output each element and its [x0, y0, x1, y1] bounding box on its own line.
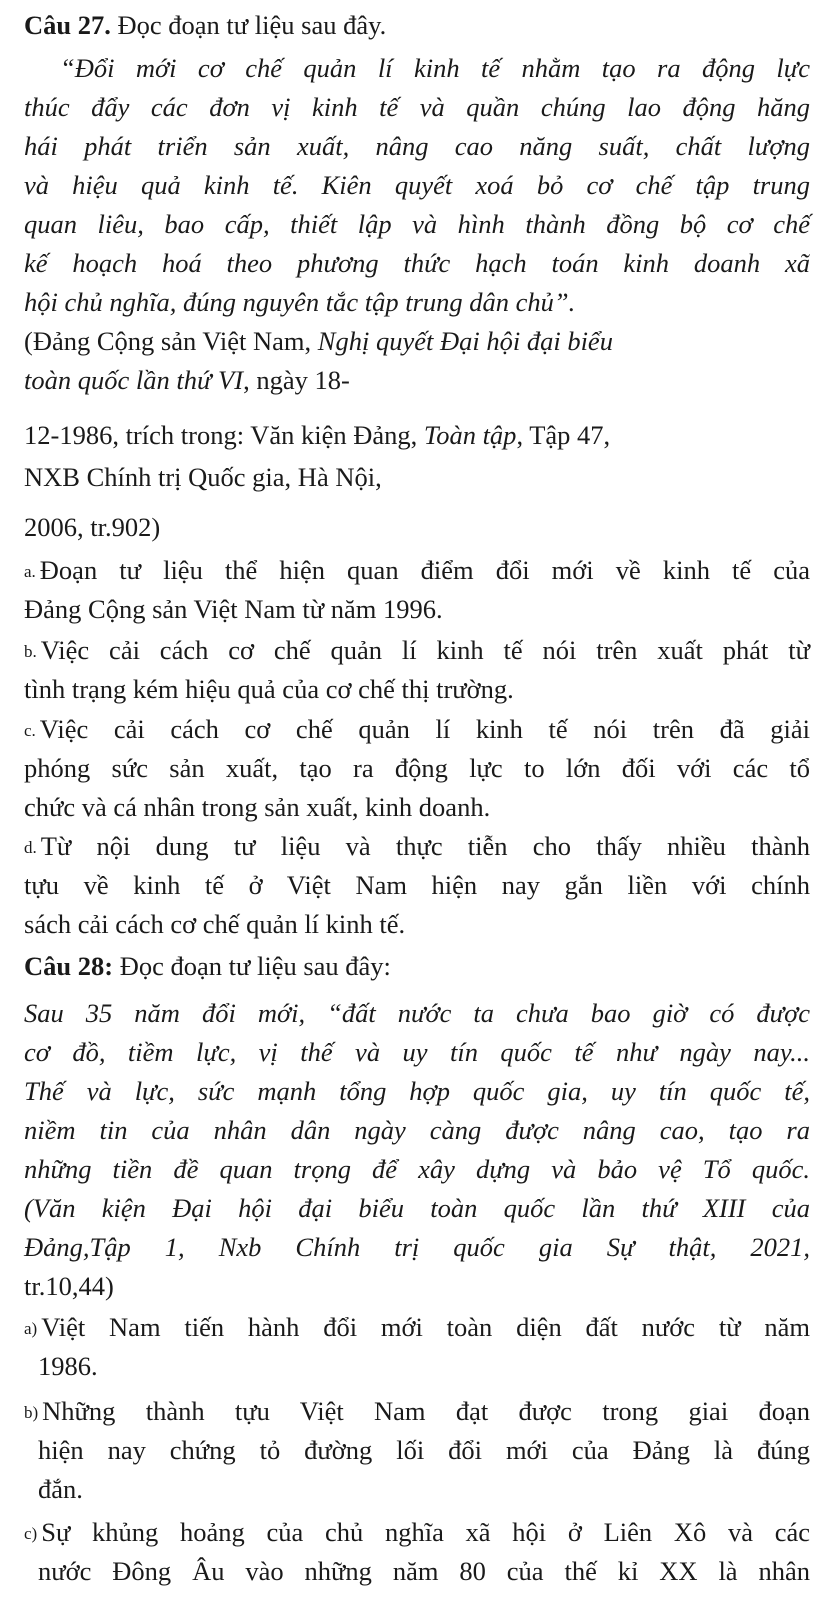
q28-option-b[interactable]: [24, 1394, 810, 1431]
q28-prompt: Đọc đoạn tư liệu sau đây:: [119, 951, 391, 981]
q28-quote-line: niềm tin của nhân dân ngày càng được nâng cao, tạo ra: [24, 1115, 810, 1145]
q28-option-a-cont: 1986.: [38, 1351, 98, 1381]
q27-option-a[interactable]: [24, 553, 810, 590]
q27-source: [24, 363, 350, 398]
option-text: Từ nội dung tư liệu và thực tiễn cho thấy nhiều thành: [40, 831, 810, 861]
option-text: Việt Nam tiến hành đổi mới toàn diện đất nước từ năm: [41, 1312, 810, 1342]
q28-quote-line: Sau 35 năm đổi mới, “đất nước ta chưa bao giờ có được: [24, 998, 810, 1028]
q27-quote-line: hái phát triển sản xuất, nâng cao năng suất, chất lượng: [24, 131, 810, 161]
option-marker: d.: [24, 838, 37, 857]
q28-quote-line: (Văn kiện Đại hội đại biểu toàn quốc lần thứ XIII của: [24, 1193, 810, 1223]
q27-heading: [24, 8, 386, 43]
q28-heading: [24, 949, 391, 984]
q28-option-c-cont: nước Đông Âu vào những năm 80 của thế kỉ XX là nhân: [38, 1556, 810, 1586]
option-text: Việc cải cách cơ chế quản lí kinh tế nói trên xuất phát từ: [40, 635, 810, 665]
q28-option-c[interactable]: [24, 1515, 810, 1552]
q27-option-b[interactable]: [24, 633, 810, 670]
q27-quote-line: kế hoạch hoá theo phương thức hạch toán kinh doanh xã: [24, 248, 810, 278]
q27-option-b-cont: tình trạng kém hiệu quả của cơ chế thị trường.: [24, 674, 514, 704]
q28-option-a[interactable]: [24, 1310, 810, 1347]
q27-source-text: 12-1986, trích trong: Văn kiện Đảng,: [24, 420, 424, 450]
q27-source-text: , Tập 47,: [516, 420, 611, 450]
q27-prompt: Đọc đoạn tư liệu sau đây.: [117, 10, 387, 40]
option-marker: a): [24, 1319, 38, 1338]
q28-source: tr.10,44): [24, 1271, 114, 1301]
option-marker: a.: [24, 562, 36, 581]
q27-number: Câu 27.: [24, 10, 111, 40]
q28-quote-line: Đảng,Tập 1, Nxb Chính trị quốc gia Sự thật, 2021,: [24, 1232, 810, 1262]
q27-source-title: Toàn tập: [423, 420, 517, 450]
q28-quote-line: Thế và lực, sức mạnh tổng hợp quốc gia, uy tín quốc tế,: [24, 1076, 810, 1106]
q27-source: NXB Chính trị Quốc gia, Hà Nội,: [24, 462, 382, 492]
q28-number: Câu 28:: [24, 951, 114, 981]
q27-option-d[interactable]: [24, 829, 810, 866]
option-marker: c): [24, 1524, 38, 1543]
q28-quote-line: cơ đồ, tiềm lực, vị thế và uy tín quốc tế như ngày nay...: [24, 1037, 810, 1067]
q27-quote-line: thúc đẩy các đơn vị kinh tế và quần chúng lao động hăng: [24, 92, 810, 122]
q27-option-d-cont: tựu về kinh tế ở Việt Nam hiện nay gắn liền với chính: [24, 870, 810, 900]
q27-source: [24, 324, 613, 359]
q27-option-c[interactable]: [24, 712, 810, 749]
option-text: Những thành tựu Việt Nam đạt được trong giai đoạn: [42, 1396, 810, 1426]
q27-option-c-cont: chức và cá nhân trong sản xuất, kinh doanh.: [24, 792, 491, 822]
q27-quote-line: và hiệu quả kinh tế. Kiên quyết xoá bỏ cơ chế tập trung: [24, 170, 810, 200]
q27-source-text: (Đảng Cộng sản Việt Nam,: [24, 326, 318, 356]
option-marker: c.: [24, 721, 36, 740]
q27-option-d-cont: sách cải cách cơ chế quản lí kinh tế.: [24, 909, 406, 939]
option-marker: b.: [24, 642, 37, 661]
option-marker: b): [24, 1403, 39, 1422]
q27-option-a-cont: Đảng Cộng sản Việt Nam từ năm 1996.: [24, 594, 443, 624]
q28-option-b-cont: đắn.: [38, 1474, 83, 1504]
q28-option-b-cont: hiện nay chứng tỏ đường lối đổi mới của Đảng là đúng: [38, 1435, 810, 1465]
q27-source-text: , ngày 18-: [243, 365, 350, 395]
option-text: Sự khủng hoảng của chủ nghĩa xã hội ở Liên Xô và các: [41, 1517, 810, 1547]
option-text: Đoạn tư liệu thể hiện quan điểm đổi mới về kinh tế của: [39, 555, 810, 585]
q27-option-c-cont: phóng sức sản xuất, tạo ra động lực to lớn đối với các tổ: [24, 753, 810, 783]
q27-source-title: toàn quốc lần thứ VI: [24, 365, 244, 395]
q27-source: [24, 418, 610, 453]
q27-source: 2006, tr.902): [24, 512, 161, 542]
q28-quote-line: những tiền đề quan trọng để xây dựng và bảo vệ Tổ quốc.: [24, 1154, 810, 1184]
q27-quote-line: hội chủ nghĩa, đúng nguyên tắc tập trung dân chủ”.: [24, 287, 576, 317]
q27-quote-line: quan liêu, bao cấp, thiết lập và hình thành đồng bộ cơ chế: [24, 209, 810, 239]
q27-quote-line: “Đổi mới cơ chế quản lí kinh tế nhằm tạo ra động lực: [60, 53, 810, 83]
q27-source-title: Nghị quyết Đại hội đại biểu: [317, 326, 613, 356]
option-text: Việc cải cách cơ chế quản lí kinh tế nói trên đã giải: [39, 714, 810, 744]
